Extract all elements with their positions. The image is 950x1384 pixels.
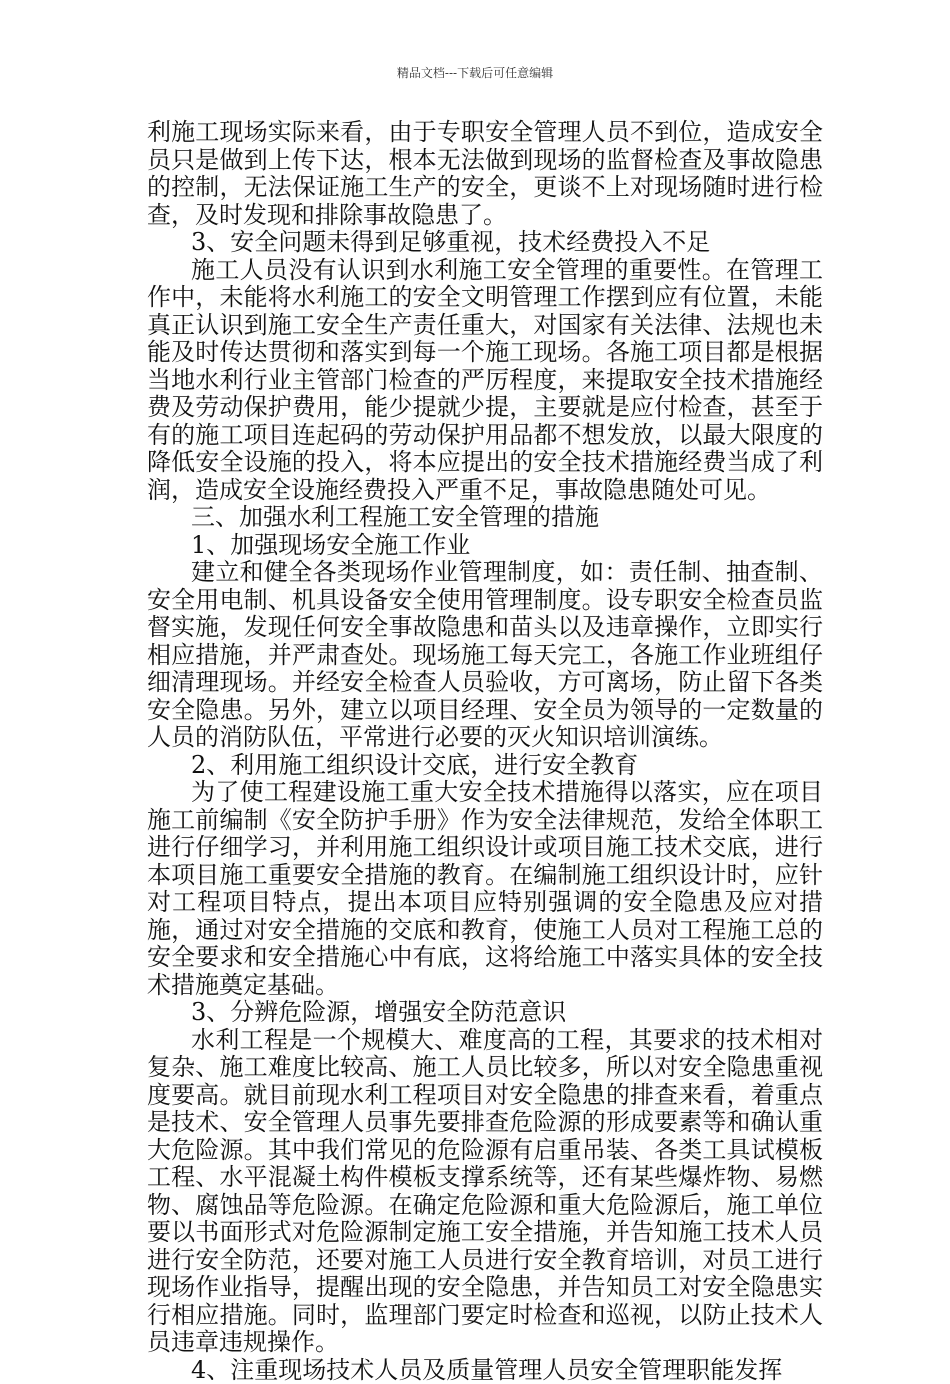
section-heading: 2、利用施工组织设计交底，进行安全教育 xyxy=(147,752,823,780)
body-paragraph: 建立和健全各类现场作业管理制度，如：责任制、抽查制、安全用电制、机具设备安全使用管理制度。设专职安全检查员监督实施，发现任何安全事故隐患和苗头以及违章操作，立即实行相应措施，并严肃查处。现场施工每天完工，各施工作业班组仔细清理现场。并经安全检查人员验收，方可离场，防止留下各类安全隐患。另外，建立以项目经理、安全员为领导的一定数量的人员的消防队伍，平常进行必要的灭火知识培训演练。 xyxy=(147,559,823,752)
section-heading: 1、加强现场安全施工作业 xyxy=(147,532,823,560)
body-paragraph: 水利工程是一个规模大、难度高的工程，其要求的技术相对复杂、施工难度比较高、施工人员比较多，所以对安全隐患重视度要高。就目前现水利工程项目对安全隐患的排查来看，着重点是技术、安全管理人员事先要排查危险源的形成要素等和确认重大危险源。其中我们常见的危险源有启重吊装、各类工具试模板工程、水平混凝土构件模板支撑系统等，还有某些爆炸物、易燃物、腐蚀品等危险源。在确定危险源和重大危险源后，施工单位要以书面形式对危险源制定施工安全措施，并告知施工技术人员进行安全防范，还要对施工人员进行安全教育培训，对员工进行现场作业指导，提醒出现的安全隐患，并告知员工对安全隐患实行相应措施。同时，监理部门要定时检查和巡视，以防止技术人员违章违规操作。 xyxy=(147,1027,823,1357)
page-header: 精品文档---下载后可任意编辑 xyxy=(0,65,950,81)
body-paragraph: 施工人员没有认识到水利施工安全管理的重要性。在管理工作中，未能将水利施工的安全文明管理工作摆到应有位置，未能真正认识到施工安全生产责任重大，对国家有关法律、法规也未能及时传达贯彻和落实到每一个施工现场。各施工项目都是根据当地水利行业主管部门检查的严厉程度，来提取安全技术措施经费及劳动保护费用，能少提就少提，主要就是应付检查，甚至于有的施工项目连起码的劳动保护用品都不想发放，以最大限度的降低安全设施的投入，将本应提出的安全技术措施经费当成了利润，造成安全设施经费投入严重不足，事故隐患随处可见。 xyxy=(147,257,823,505)
body-paragraph: 利施工现场实际来看，由于专职安全管理人员不到位，造成安全员只是做到上传下达，根本无法做到现场的监督检查及事故隐患的控制，无法保证施工生产的安全，更谈不上对现场随时进行检查，及时发现和排除事故隐患了。 xyxy=(147,119,823,229)
document-body xyxy=(147,119,823,1384)
section-heading: 4、注重现场技术人员及质量管理人员安全管理职能发挥 xyxy=(147,1357,823,1384)
section-heading: 3、分辨危险源，增强安全防范意识 xyxy=(147,999,823,1027)
section-heading: 3、安全问题未得到足够重视，技术经费投入不足 xyxy=(147,229,823,257)
section-heading: 三、加强水利工程施工安全管理的措施 xyxy=(147,504,823,532)
body-paragraph: 为了使工程建设施工重大安全技术措施得以落实，应在项目施工前编制《安全防护手册》作为安全法律规范，发给全体职工进行仔细学习，并利用施工组织设计或项目施工技术交底，进行本项目施工重要安全措施的教育。在编制施工组织设计时，应针对工程项目特点，提出本项目应特别强调的安全隐患及应对措施，通过对安全措施的交底和教育，使施工人员对工程施工总的安全要求和安全措施心中有底，这将给施工中落实具体的安全技术措施奠定基础。 xyxy=(147,779,823,999)
